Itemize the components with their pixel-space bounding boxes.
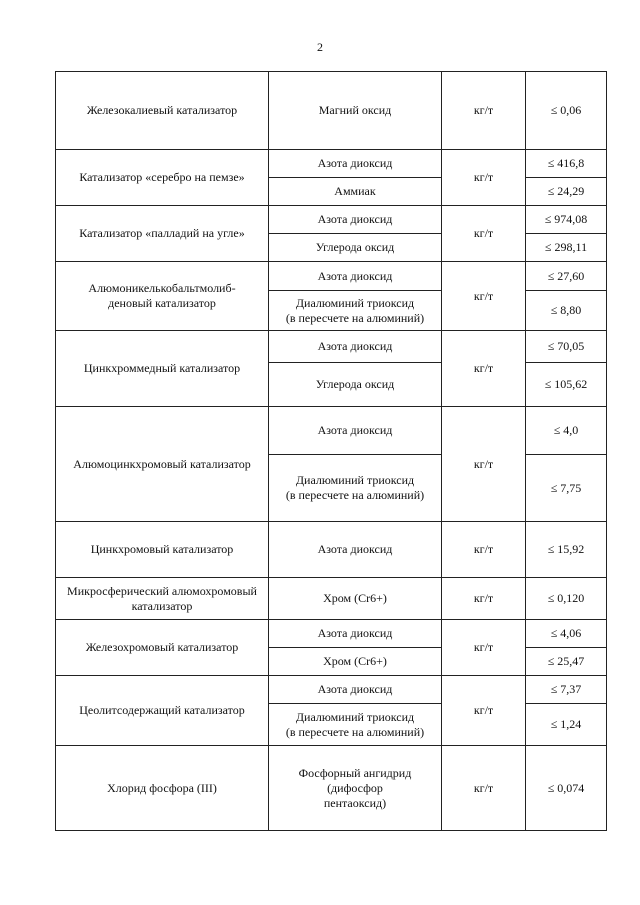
substance-cell: Азота диоксид [269,676,442,704]
unit-cell: кг/т [442,150,526,206]
substance-cell: Аммиак [269,178,442,206]
unit-cell: кг/т [442,522,526,578]
value-cell: ≤ 0,120 [526,578,607,620]
unit-cell: кг/т [442,620,526,676]
unit-cell: кг/т [442,746,526,831]
substance-cell: Азота диоксид [269,206,442,234]
table-row [56,676,607,704]
catalyst-cell: Железохромовый катализатор [56,620,269,676]
table-row [56,746,607,831]
catalyst-cell: Катализатор «серебро на пемзе» [56,150,269,206]
unit-cell: кг/т [442,676,526,746]
catalyst-cell: Цинкхроммедный катализатор [56,331,269,407]
value-cell: ≤ 8,80 [526,291,607,331]
substance-cell: Диалюминий триоксид (в пересчете на алюминий) [269,455,442,522]
table-row [56,331,607,363]
substance-cell: Диалюминий триоксид (в пересчете на алюминий) [269,291,442,331]
unit-cell: кг/т [442,206,526,262]
emission-norms-table [55,71,607,831]
substance-cell: Диалюминий триоксид (в пересчете на алюминий) [269,704,442,746]
value-cell: ≤ 25,47 [526,648,607,676]
substance-cell: Азота диоксид [269,150,442,178]
substance-cell: Фосфорный ангидрид (дифосфор пентаоксид) [269,746,442,831]
value-cell: ≤ 4,0 [526,407,607,455]
table-row [56,150,607,178]
value-cell: ≤ 27,60 [526,262,607,291]
value-cell: ≤ 974,08 [526,206,607,234]
value-cell: ≤ 4,06 [526,620,607,648]
unit-cell: кг/т [442,407,526,522]
value-cell: ≤ 15,92 [526,522,607,578]
substance-cell: Азота диоксид [269,407,442,455]
value-cell: ≤ 7,37 [526,676,607,704]
value-cell: ≤ 7,75 [526,455,607,522]
unit-cell: кг/т [442,262,526,331]
substance-cell: Азота диоксид [269,522,442,578]
value-cell: ≤ 1,24 [526,704,607,746]
table-row [56,620,607,648]
substance-cell: Хром (Cr6+) [269,648,442,676]
value-cell: ≤ 24,29 [526,178,607,206]
substance-cell: Хром (Cr6+) [269,578,442,620]
value-cell: ≤ 416,8 [526,150,607,178]
table-row [56,407,607,455]
catalyst-cell: Цеолитсодержащий катализатор [56,676,269,746]
substance-cell: Магний оксид [269,72,442,150]
value-cell: ≤ 0,074 [526,746,607,831]
substance-cell: Азота диоксид [269,620,442,648]
catalyst-cell: Железокалиевый катализатор [56,72,269,150]
catalyst-cell: Катализатор «палладий на угле» [56,206,269,262]
catalyst-cell: Алюмоникелькобальтмолиб- деновый катализатор [56,262,269,331]
value-cell: ≤ 0,06 [526,72,607,150]
substance-cell: Азота диоксид [269,331,442,363]
value-cell: ≤ 70,05 [526,331,607,363]
table-row [56,206,607,234]
table-row [56,522,607,578]
catalyst-cell: Цинкхромовый катализатор [56,522,269,578]
catalyst-cell: Алюмоцинкхромовый катализатор [56,407,269,522]
value-cell: ≤ 105,62 [526,363,607,407]
table-row [56,578,607,620]
unit-cell: кг/т [442,578,526,620]
page-number: 2 [317,40,323,54]
value-cell: ≤ 298,11 [526,234,607,262]
unit-cell: кг/т [442,331,526,407]
unit-cell: кг/т [442,72,526,150]
catalyst-cell: Микросферический алюмохромовый катализатор [56,578,269,620]
substance-cell: Углерода оксид [269,363,442,407]
substance-cell: Азота диоксид [269,262,442,291]
catalyst-cell: Хлорид фосфора (III) [56,746,269,831]
table-row [56,72,607,150]
substance-cell: Углерода оксид [269,234,442,262]
table-row [56,262,607,291]
